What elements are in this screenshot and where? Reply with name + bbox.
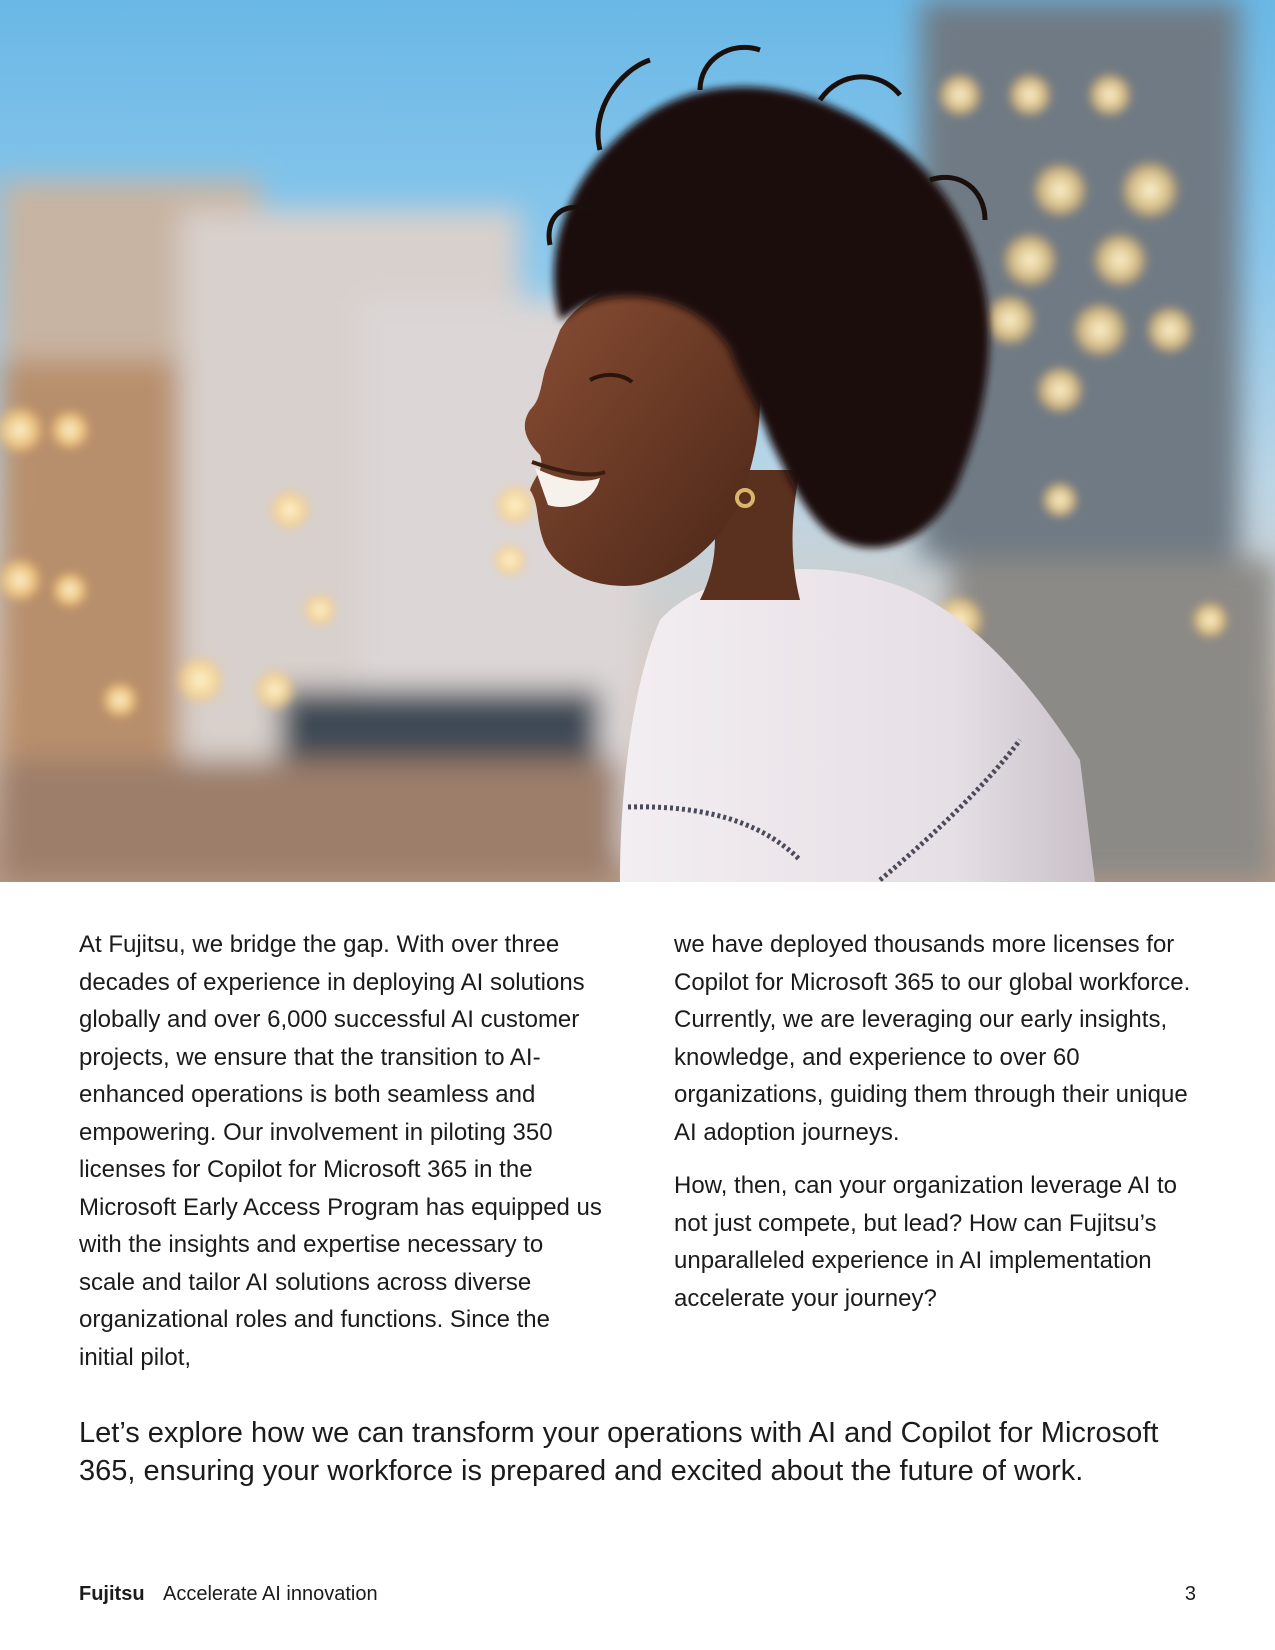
page-number: 3: [1184, 1583, 1196, 1605]
footer-document-title: Accelerate AI innovation: [163, 1583, 378, 1605]
closing-statement: Let’s explore how we can transform your operations with AI and Copilot for Microsoft 365, ensuring your workforce is prepared and excited about the future of work.: [79, 1417, 1159, 1487]
body-column-right: [674, 926, 1199, 1333]
body-paragraph: At Fujitsu, we bridge the gap. With over three decades of experience in deploying AI solutions globally and over 6,000 successful AI customer projects, we ensure that the transition to AI-enhanced operations is both seamless and empowering. Our involvement in piloting 350 licenses for Copilot for Microsoft 365 in the Microsoft Early Access Program has equipped us with the insights and expertise necessary to scale and tailor AI solutions across diverse organizational roles and functions. Since the initial pilot,: [79, 931, 602, 1371]
footer-brand: Fujitsu: [79, 1583, 145, 1605]
page-footer: [79, 1583, 1196, 1613]
body-paragraph: How, then, can your organization leverage AI to not just compete, but lead? How can Fujitsu’s unparalleled experience in AI implementation accelerate your journey?: [674, 1172, 1177, 1312]
body-paragraph: we have deployed thousands more licenses for Copilot for Microsoft 365 to our global workforce. Currently, we are leveraging our early insights, knowledge, and experience to over 60 organizations, guiding them through their unique AI adoption journeys.: [674, 931, 1191, 1146]
body-column-left: [79, 926, 604, 1392]
